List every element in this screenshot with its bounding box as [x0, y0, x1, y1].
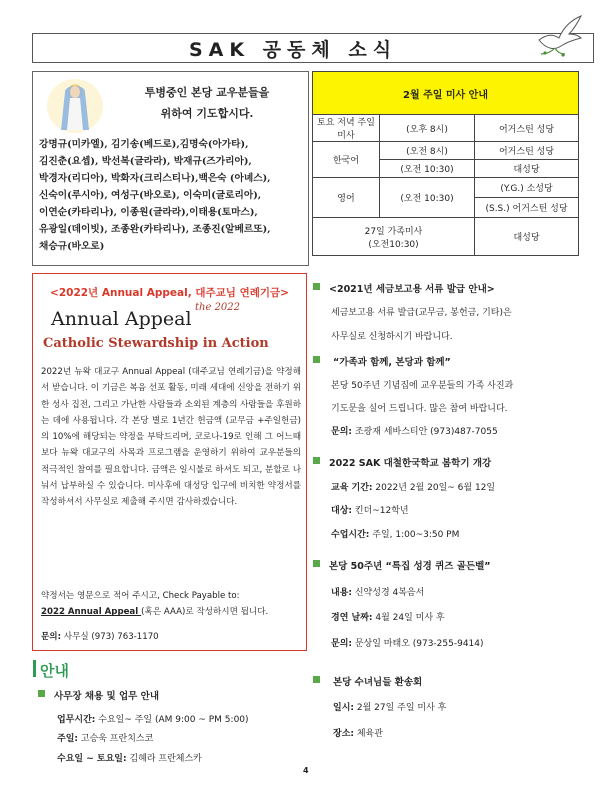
korean-mass-place: 어거스틴 성당 [475, 142, 579, 160]
office-weekday [57, 751, 202, 764]
quiz-content [331, 585, 424, 598]
school-period-label: 교육 기간: [331, 483, 373, 493]
annual-appeal-heading: <2022년 Annual Appeal, 대주교님 연례기금> [50, 287, 289, 299]
bullet-icon [313, 283, 320, 290]
prayer-name-line: 유광일(데이빗), 조종완(카타리나), 조종진(알베르또), [39, 224, 271, 235]
tax-doc-line2: 사무실로 신청하시기 바랍니다. [331, 332, 453, 342]
family-photo-line1: 본당 50주년 기념집에 교우분들의 가족 사진과 [331, 381, 514, 391]
school-period [331, 480, 495, 493]
school-heading: 2022 SAK 대철한국학교 봄학기 개강 [329, 458, 492, 469]
tax-doc-heading: <2021년 세금보고용 서류 발급 안내> [329, 284, 495, 295]
quiz-date-label: 경연 날짜: [331, 613, 373, 623]
quiz-contact [331, 636, 484, 649]
office-sunday [57, 731, 153, 744]
prayer-name-line: 강명규(미카엘), 김기송(베드로),김명숙(아가타), [39, 139, 249, 150]
notice-section-title: 안내 [40, 662, 69, 680]
prayer-heading [117, 82, 297, 124]
office-hours-value: 수요일~ 주일 (AM 9:00 ~ PM 5:00) [95, 715, 249, 725]
office-weekday-label: 수요일 ~ 토요일: [57, 754, 127, 764]
bullet-icon [313, 457, 320, 464]
prayer-name-line: 신숙이(루시아), 여성구(바오로), 이숙미(글로리아), [39, 190, 262, 201]
family-mass-place: 대성당 [475, 218, 579, 256]
saturday-mass-place: 어거스틴 성당 [475, 115, 579, 142]
page-title: SAK 공동체 소식 [188, 38, 398, 61]
saturday-mass-time: (오후 8시) [380, 115, 475, 142]
quiz-heading: 본당 50주년 “특집 성경 퀴즈 골든벨” [329, 561, 491, 572]
school-period-value: 2022년 2월 20일~ 6월 12일 [372, 483, 496, 493]
office-weekday-value: 김혜라 프란체스카 [126, 754, 202, 764]
quiz-date [331, 610, 445, 623]
farewell-place-value: 체육관 [354, 729, 383, 739]
farewell-place-label: 장소: [333, 729, 354, 739]
newsletter-header [32, 33, 594, 63]
contact-label: 문의: [41, 632, 62, 642]
family-mass-label-line1: 27일 가족미사 [364, 226, 423, 237]
prayer-name-line: 채승규(바오로) [39, 241, 105, 252]
bullet-icon [313, 560, 320, 567]
quiz-contact-value: 문상일 마태오 (973-255-9414) [352, 639, 484, 649]
payable-to-name: 2022 Annual Appeal [41, 607, 142, 618]
school-time [331, 527, 459, 540]
payment-note-line2 [41, 604, 301, 620]
family-photo-contact-label: 문의: [331, 427, 352, 437]
korean-mass-label: 한국어 [313, 142, 380, 178]
farewell-date [333, 700, 446, 713]
office-heading: 사무장 채용 및 업무 안내 [54, 691, 159, 702]
english-mass-label: 영어 [313, 178, 380, 218]
payment-note-rest: (혹은 AAA)로 작성하시면 됩니다. [141, 607, 269, 618]
bullet-icon [313, 676, 320, 683]
prayer-name-list [39, 136, 307, 255]
virgin-mary-image [45, 78, 105, 134]
quiz-content-label: 내용: [331, 588, 352, 598]
dove-icon [533, 14, 585, 58]
notice-accent-bar [33, 660, 36, 677]
farewell-heading: 본당 수녀님들 환송회 [333, 677, 423, 688]
page-number: 4 [303, 766, 309, 775]
prayer-heading-line2: 위하여 기도합시다. [160, 107, 254, 120]
prayer-heading-line1: 투병중인 본당 교우분들을 [144, 86, 270, 99]
quiz-date-value: 4월 24일 미사 후 [372, 613, 445, 623]
family-photo-heading: “가족과 함께, 본당과 함께” [333, 357, 451, 368]
payment-note-line1: 약정서는 영문으로 적어 주시고, Check Payable to: [41, 591, 240, 601]
farewell-place [333, 726, 383, 739]
mass-schedule-title: 2월 주일 미사 안내 [313, 72, 579, 115]
english-mass-place: (Y.G.) 소성당 [475, 178, 579, 198]
family-mass-label-line2: (오전10:30) [368, 239, 419, 250]
korean-mass-time: (오전 10:30) [380, 160, 475, 178]
prayer-name-line: 김진춘(요셉), 박선복(글라라), 박재규(즈가리아), [39, 156, 252, 167]
quiz-content-value: 신약성경 4복음서 [352, 588, 425, 598]
school-target [331, 503, 409, 516]
farewell-date-label: 일시: [333, 703, 354, 713]
family-photo-contact-value: 조광재 세바스티안 (973)487-7055 [352, 427, 498, 437]
saturday-mass-label: 토요 저녁 주일미사 [313, 115, 380, 142]
prayer-name-line: 박경자(리디아), 박화자(크리스티나),백은숙 (아녜스), [39, 173, 271, 184]
english-mass-time: (오전 10:30) [380, 178, 475, 218]
tax-doc-line1: 세금보고용 서류 발급(교무금, 봉헌금, 기타)은 [331, 308, 512, 318]
school-target-label: 대상: [331, 506, 352, 516]
office-sunday-value: 고승욱 프란치스코 [78, 734, 154, 744]
family-photo-contact [331, 424, 498, 437]
annual-appeal-box [32, 273, 307, 651]
bullet-icon [38, 690, 45, 697]
korean-mass-place: 대성당 [475, 160, 579, 178]
office-hours-label: 업무시간: [57, 715, 96, 725]
office-sunday-label: 주일: [57, 734, 78, 744]
annual-appeal-logo-subtitle: Catholic Stewardship in Action [43, 336, 269, 351]
mass-schedule-table [312, 71, 579, 256]
office-hours [57, 712, 249, 725]
prayer-request-box [32, 71, 309, 266]
annual-appeal-logo-year: the 2022 [195, 302, 241, 313]
prayer-name-line: 이연순(카타리나), 이종원(글라라),이태용(토마스), [39, 207, 258, 218]
school-target-value: 킨더~12학년 [352, 506, 409, 516]
family-photo-line2: 기도문을 실어 드립니다. 많은 참여 바랍니다. [331, 404, 508, 414]
quiz-contact-label: 문의: [331, 639, 352, 649]
annual-appeal-logo-title: Annual Appeal [51, 308, 192, 330]
school-time-label: 수업시간: [331, 530, 370, 540]
family-mass-label [313, 218, 475, 256]
annual-appeal-payment-note [41, 588, 301, 621]
bullet-icon [313, 356, 320, 363]
school-time-value: 주일, 1:00~3:50 PM [369, 530, 460, 540]
korean-mass-time: (오전 8시) [380, 142, 475, 160]
annual-appeal-body: 2022년 뉴왁 대교구 Annual Appeal (대주교님 연례기금)을 약정해서 받습니다. 이 기금은 복음 선포 활동, 미래 세대에 신앙을 전하기 위한 성사 집전, 그리고 가난한 사람들과 소외된 계층의 사람들을 후원하는 데에 사용됩니다. 각 본당 별로 1년간 헌금액 (교무금 +주일헌금)의 10%에 해당되는 약정을 부탁드리며, 코로나-19로 인해 그 어느때 보다 뉴왁 대교구의 사목과 프로그램을 운영하기 위하여 교우분들의 적극적인 참여를 필요합니다. 금액은 일시불로 하셔도 되고, 분할로 나눠서 납부하실 수 있습니다. 미사후에 대성당 입구에 비치한 약정서를 작성하셔서 사무실로 제출해 주시면 감사하겠습니다. [41, 367, 301, 508]
contact-value: 사무실 (973) 763-1170 [61, 632, 159, 642]
farewell-date-value: 2월 27일 주일 미사 후 [354, 703, 447, 713]
annual-appeal-contact [41, 630, 159, 642]
english-mass-place: (S.S.) 어거스틴 성당 [475, 198, 579, 218]
